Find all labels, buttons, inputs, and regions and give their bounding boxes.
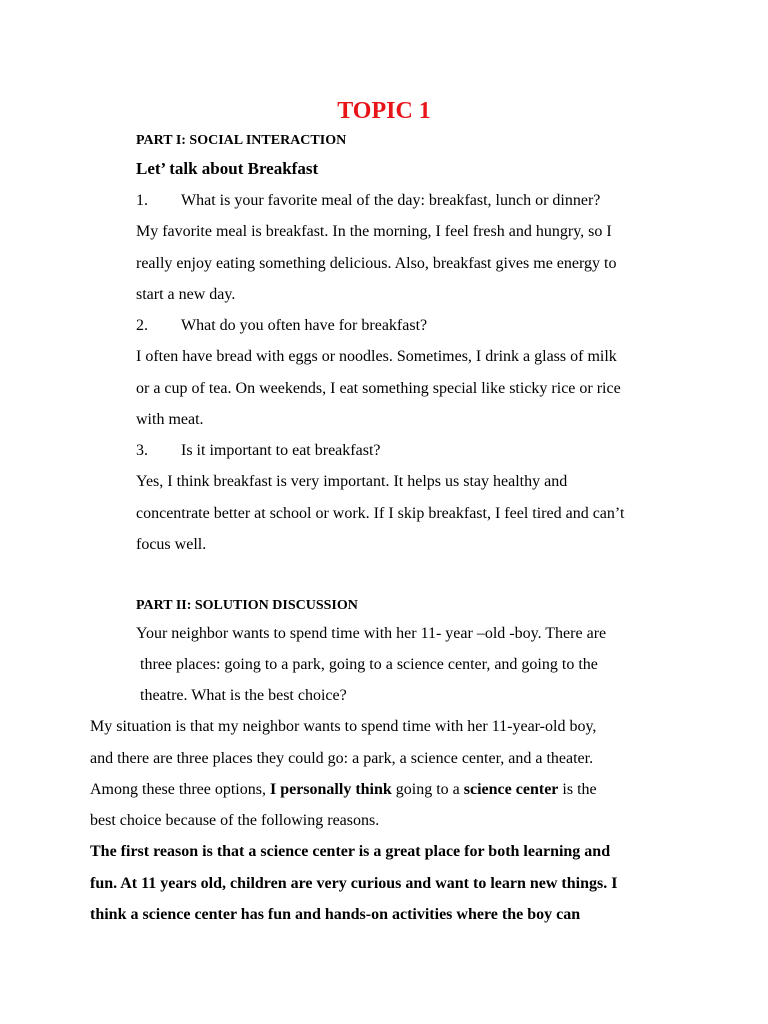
question-number: 1. [136, 192, 148, 209]
answer-line: and there are three places they could go: a park, a science center, and a theater. [90, 750, 594, 767]
question-text: Is it important to eat breakfast? [181, 442, 381, 459]
page-title: TOPIC 1 [337, 98, 431, 124]
prompt-line: Your neighbor wants to spend time with her 11- year –old -boy. There are [136, 625, 607, 642]
answer-line: focus well. [136, 536, 207, 553]
part1-subheading: Let’ talk about Breakfast [136, 159, 319, 178]
emphasis-text: science center [463, 781, 559, 798]
options-line [90, 780, 597, 800]
answer-line: really enjoy eating something delicious. Also, breakfast gives me energy to [136, 255, 617, 272]
answer-line: start a new day. [136, 286, 236, 303]
reason-line: fun. At 11 years old, children are very curious and want to learn new things. I [90, 875, 618, 892]
answer-line: My favorite meal is breakfast. In the morning, I feel fresh and hungry, so I [136, 223, 612, 240]
question-text: What do you often have for breakfast? [181, 317, 428, 334]
question-text: What is your favorite meal of the day: breakfast, lunch or dinner? [181, 192, 601, 209]
answer-line: with meat. [136, 411, 204, 428]
question-number: 3. [136, 442, 148, 459]
answer-line: or a cup of tea. On weekends, I eat something special like sticky rice or rice [136, 380, 621, 397]
emphasis-text: I personally think [269, 781, 392, 798]
answer-line: concentrate better at school or work. If I skip breakfast, I feel tired and can’t [136, 505, 625, 522]
prompt-line: three places: going to a park, going to a science center, and going to the [140, 656, 598, 673]
prompt-line: theatre. What is the best choice? [140, 687, 347, 704]
options-text: is the [558, 781, 597, 798]
reason-line: think a science center has fun and hands-on activities where the boy can [90, 906, 581, 923]
answer-line: best choice because of the following reasons. [90, 812, 380, 829]
reason-line: The first reason is that a science center is a great place for both learning and [90, 843, 611, 860]
answer-line: I often have bread with eggs or noodles. Sometimes, I drink a glass of milk [136, 348, 617, 365]
answer-line: My situation is that my neighbor wants to spend time with her 11-year-old boy, [90, 718, 597, 735]
part2-heading: PART II: SOLUTION DISCUSSION [136, 598, 358, 613]
answer-line: Yes, I think breakfast is very important. It helps us stay healthy and [136, 473, 568, 490]
part1-heading: PART I: SOCIAL INTERACTION [136, 133, 347, 148]
options-text: Among these three options, [90, 781, 270, 798]
question-number: 2. [136, 317, 148, 334]
options-text: going to a [391, 781, 464, 798]
